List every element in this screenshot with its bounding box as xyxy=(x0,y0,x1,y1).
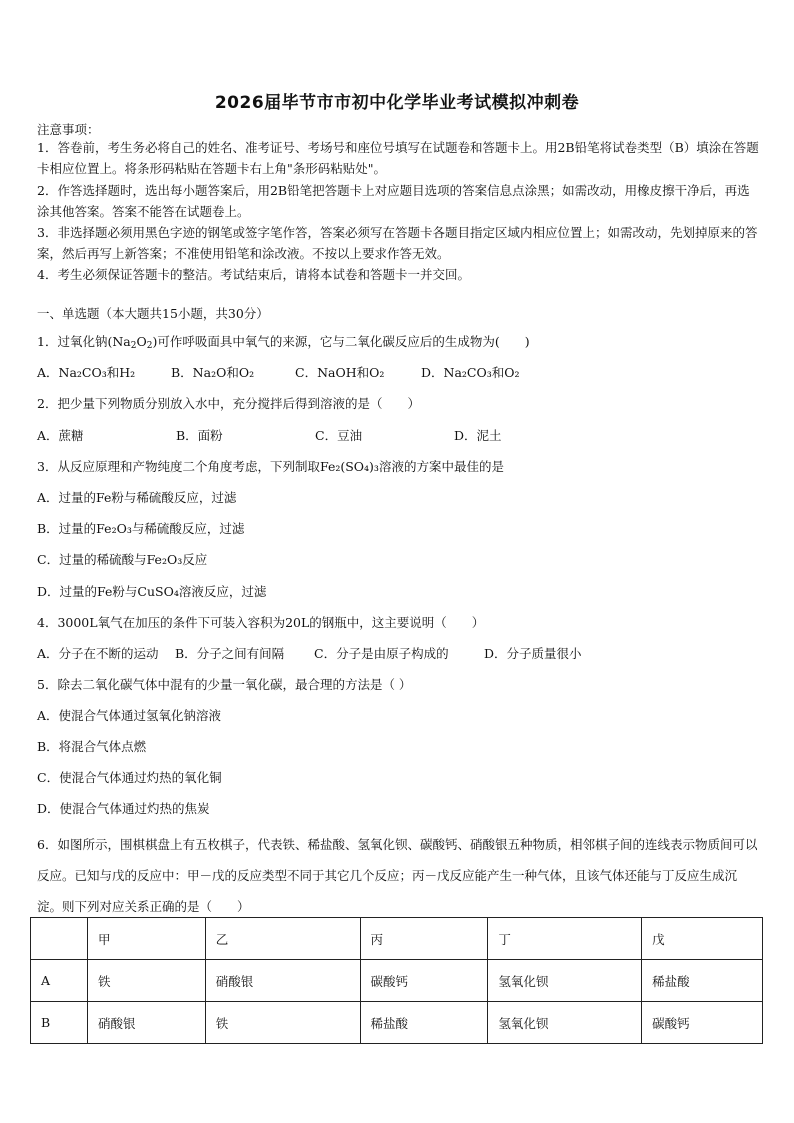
table-header-row xyxy=(31,918,763,960)
section-heading: 一、单选题（本大题共15小题，共30分） xyxy=(37,306,269,321)
option-c[interactable]: C．分子是由原子构成的 xyxy=(314,646,449,661)
question-2-options xyxy=(37,428,502,444)
question-5-stem: 5．除去二氧化碳气体中混有的少量一氧化碳，最合理的方法是（ ） xyxy=(37,677,412,692)
question-4-options xyxy=(37,646,582,662)
answer-table xyxy=(30,917,763,1044)
table-cell: 硝酸银 xyxy=(205,960,360,1002)
question-5-option-d[interactable]: D．使混合气体通过灼热的焦炭 xyxy=(37,801,210,816)
table-cell: B xyxy=(31,1002,88,1044)
table-cell: A xyxy=(31,960,88,1002)
option-c[interactable]: C．NaOH和O₂ xyxy=(295,365,385,380)
table-header-cell: 丁 xyxy=(488,918,642,960)
table-cell: 稀盐酸 xyxy=(642,960,763,1002)
table-cell: 硝酸银 xyxy=(87,1002,205,1044)
table-header-cell: 甲 xyxy=(87,918,205,960)
option-b[interactable]: B．面粉 xyxy=(176,428,223,443)
question-3-option-a[interactable]: A．过量的Fe粉与稀硫酸反应，过滤 xyxy=(37,490,237,505)
table-cell: 碳酸钙 xyxy=(642,1002,763,1044)
table-cell: 氢氧化钡 xyxy=(488,960,642,1002)
question-3-option-b[interactable]: B．过量的Fe₂O₃与稀硫酸反应，过滤 xyxy=(37,521,245,536)
option-b[interactable]: B．分子之间有间隔 xyxy=(175,646,285,661)
notice-item-1: 1．答卷前，考生务必将自己的姓名、准考证号、考场号和座位号填写在试题卷和答题卡上。用2B铅笔将试卷类型（B）填涂在答题卡相应位置上。将条形码粘贴在答题卡右上角"条形码粘贴处"。 xyxy=(37,140,759,176)
question-3-stem: 3．从反应原理和产物纯度二个角度考虑，下列制取Fe₂(SO₄)₃溶液的方案中最佳的是 xyxy=(37,459,504,474)
option-b[interactable]: B．Na₂O和O₂ xyxy=(171,365,255,380)
question-3-option-d[interactable]: D．过量的Fe粉与CuSO₄溶液反应，过滤 xyxy=(37,584,267,599)
table-header-cell: 丙 xyxy=(360,918,488,960)
notice-item-3: 3．非选择题必须用黑色字迹的钢笔或签字笔作答，答案必须写在答题卡各题目指定区域内相应位置上；如需改动，先划掉原来的答案，然后再写上新答案；不准使用铅笔和涂改液。不按以上要求作答无效。 xyxy=(37,225,758,261)
table-row xyxy=(31,960,763,1002)
question-6-stem: 6．如图所示，围棋棋盘上有五枚棋子，代表铁、稀盐酸、氢氧化钡、碳酸钙、硝酸银五种物质，相邻棋子间的连线表示物质间可以反应。已知与戊的反应中：甲－戊的反应类型不同于其它几个反应；丙－戊反应能产生一种气体，且该气体还能与丁反应生成沉淀。则下列对应关系正确的是（ ） xyxy=(37,837,758,914)
question-1-stem: 1．过氧化钠$(Na_2O_2)$可作呼吸面具中氧气的来源，它与二氧化碳反应后的生成物为( ) xyxy=(37,334,530,351)
page-title: 2026届毕节市市初中化学毕业考试模拟冲刺卷 xyxy=(214,93,580,113)
notice-item-2: 2．作答选择题时，选出每小题答案后，用2B铅笔把答题卡上对应题目选项的答案信息点涂黑；如需改动，用橡皮擦干净后，再选涂其他答案。答案不能答在试题卷上。 xyxy=(37,183,750,219)
option-a[interactable]: A．分子在不断的运动 xyxy=(37,646,159,661)
table-cell: 铁 xyxy=(87,960,205,1002)
question-5-option-c[interactable]: C．使混合气体通过灼热的氧化铜 xyxy=(37,770,222,785)
question-3-option-c[interactable]: C．过量的稀硫酸与Fe₂O₃反应 xyxy=(37,552,208,567)
option-d[interactable]: D．泥土 xyxy=(454,428,502,443)
table-header-cell: 戊 xyxy=(642,918,763,960)
notice-item-4: 4．考生必须保证答题卡的整洁。考试结束后，请将本试卷和答题卡一并交回。 xyxy=(37,267,470,282)
option-d[interactable]: D．分子质量很小 xyxy=(484,646,582,661)
notice-heading: 注意事项： xyxy=(37,122,100,137)
option-c[interactable]: C．豆油 xyxy=(315,428,363,443)
table-row xyxy=(31,1002,763,1044)
table-cell: 碳酸钙 xyxy=(360,960,488,1002)
option-a[interactable]: A．蔗糖 xyxy=(37,428,84,443)
option-a[interactable]: A．Na₂CO₃和H₂ xyxy=(37,365,136,380)
option-d[interactable]: D．Na₂CO₃和O₂ xyxy=(421,365,520,380)
question-1-options xyxy=(37,365,520,381)
table-cell: 稀盐酸 xyxy=(360,1002,488,1044)
table-header-cell: 乙 xyxy=(205,918,360,960)
question-4-stem: 4．3000L氧气在加压的条件下可装入容积为20L的钢瓶中，这主要说明（ ） xyxy=(37,615,485,630)
table-cell: 铁 xyxy=(205,1002,360,1044)
question-2-stem: 2．把少量下列物质分别放入水中，充分搅拌后得到溶液的是（ ） xyxy=(37,396,420,411)
question-5-option-a[interactable]: A．使混合气体通过氢氧化钠溶液 xyxy=(37,708,222,723)
table-header-cell xyxy=(31,918,88,960)
question-5-option-b[interactable]: B．将混合气体点燃 xyxy=(37,739,147,754)
table-cell: 氢氧化钡 xyxy=(488,1002,642,1044)
